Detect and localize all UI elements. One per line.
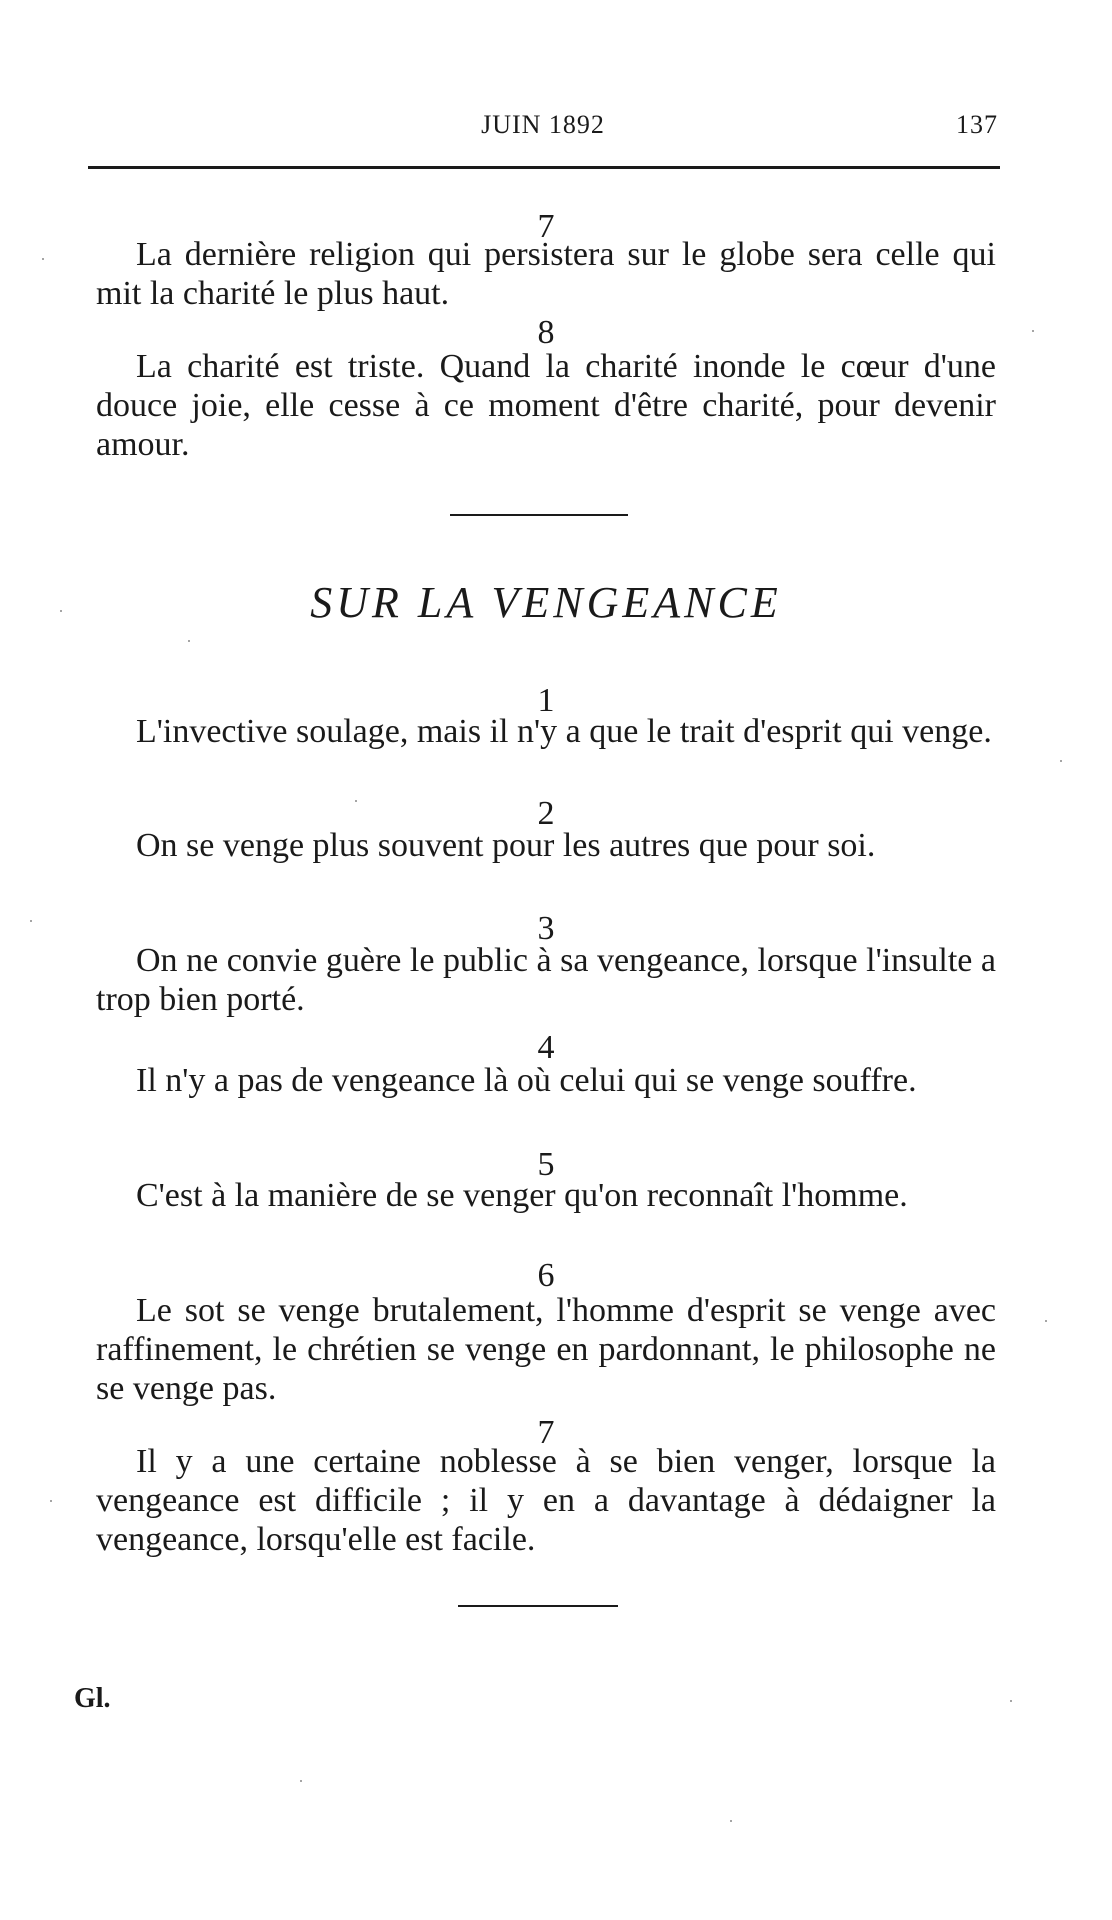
item-number: 3 bbox=[537, 910, 555, 947]
aphorism-paragraph: Il y a une certaine noblesse à se bien venger, lorsque la vengeance est difficile ; il y en a davantage à dédaigner la vengeance, lorsqu'elle est facile. bbox=[96, 1443, 996, 1558]
running-head bbox=[88, 110, 998, 150]
item-number: 7 bbox=[537, 1414, 555, 1451]
item-number: 2 bbox=[537, 795, 555, 832]
author-signature: Gl. bbox=[74, 1683, 111, 1714]
aphorism-paragraph: Il n'y a pas de vengeance là où celui qui se venge souffre. bbox=[136, 1062, 917, 1099]
aphorism-paragraph: La charité est triste. Quand la charité inonde le cœur d'une douce joie, elle cesse à ce moment d'être charité, pour devenir amour. bbox=[96, 348, 996, 463]
running-title: JUIN 1892 bbox=[481, 110, 605, 139]
aphorism-paragraph: L'invective soulage, mais il n'y a que le trait d'esprit qui venge. bbox=[136, 713, 992, 750]
aphorism-paragraph: La dernière religion qui persistera sur le globe sera celle qui mit la charité le plus haut. bbox=[96, 236, 996, 312]
aphorism-paragraph: Le sot se venge brutalement, l'homme d'esprit se venge avec raffinement, le chrétien se venge en pardonnant, le philosophe ne se venge pas. bbox=[96, 1292, 996, 1407]
aphorism-paragraph: C'est à la manière de se venger qu'on reconnaît l'homme. bbox=[136, 1177, 908, 1214]
closing-separator bbox=[458, 1605, 618, 1607]
item-number: 8 bbox=[537, 314, 555, 351]
aphorism-paragraph: On se venge plus souvent pour les autres que pour soi. bbox=[136, 827, 876, 864]
header-rule bbox=[88, 166, 1000, 169]
item-number: 1 bbox=[537, 682, 555, 719]
item-number: 6 bbox=[537, 1257, 555, 1294]
page-number: 137 bbox=[956, 110, 998, 139]
item-number: 5 bbox=[537, 1146, 555, 1183]
section-title: SUR LA VENGEANCE bbox=[310, 578, 782, 627]
item-number: 7 bbox=[537, 208, 555, 245]
item-number: 4 bbox=[537, 1029, 555, 1066]
section-separator bbox=[450, 514, 628, 516]
aphorism-paragraph: On ne convie guère le public à sa vengeance, lorsque l'insulte a trop bien porté. bbox=[96, 942, 996, 1018]
